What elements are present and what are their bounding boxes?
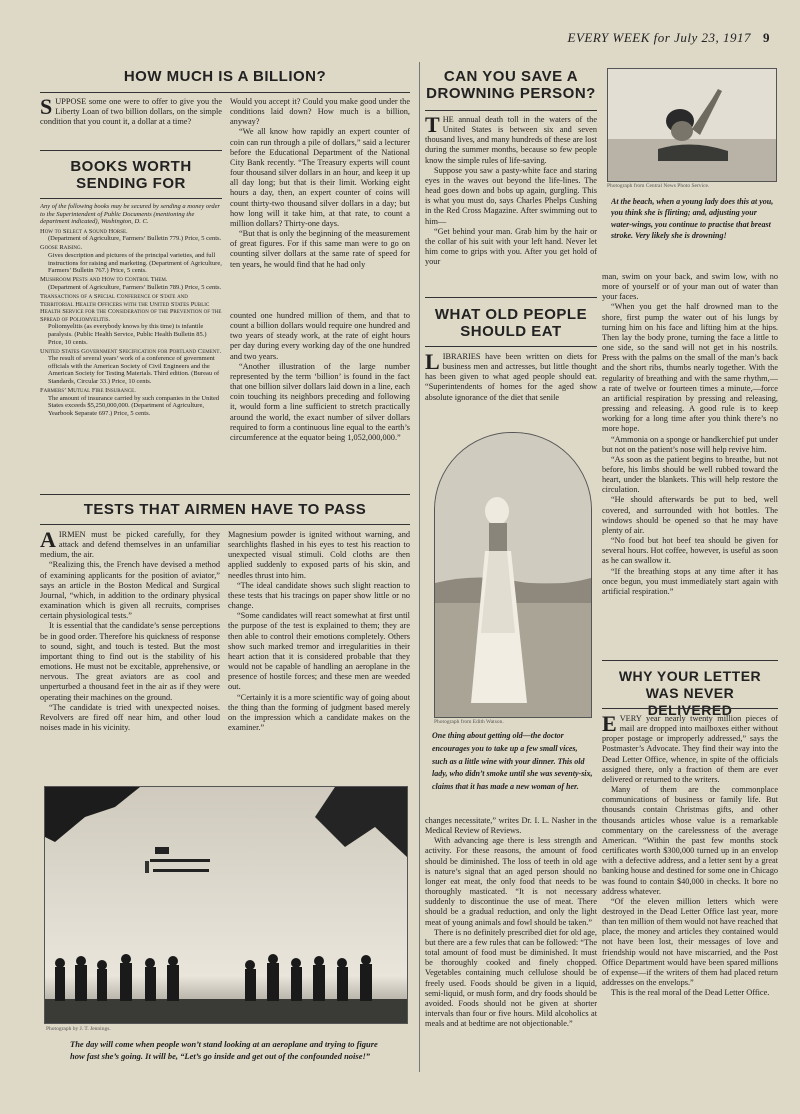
drop-cap: A [40,530,56,552]
book-description: (Department of Agriculture, Farmers’ Bulletin 779.) Price, 5 cents. [48,235,222,243]
book-title: Farmers’ Mutual Fire Insurance. [40,387,136,395]
paragraph: “But that is only the beginning of the measurement of great figures. For if this same man were to go on counting silver dollars at the same rate of speed for ten years, he would find that he had only [230,229,410,269]
paragraph: “As soon as the patient begins to breathe, but not before, his limbs should be well rubbed toward the heart, under the blankets. This will help restore the circulation. [602,454,778,495]
airmen-column-2 [228,530,410,775]
paragraph: IRMEN must be picked carefully, for they attack and defend themselves in an unfamiliar medium, the air. [40,530,220,560]
list-item [40,387,222,417]
photo-credit: Photograph by J. T. Jennings. [46,1026,111,1032]
list-item [40,348,222,386]
list-item [40,293,222,346]
paragraph: “We all know how rapidly an expert counter of coin can run through a pile of dollars,” said a lecturer before the Educational Department of the National City Bank recently. “The Treasury experts will count four thousand silver dollars in an hour, and keep it up all day long; but that is their limit. Working eight hours a day, then, an expert counter of coins will count thirty-two thousand silver dollars in a day; but how long will it take him, at that rate, to count a million dollars? Thirty-one days. [230,127,410,228]
aeroplane-illustration [45,787,407,1023]
books-list [40,203,222,483]
letter-column [602,714,778,1072]
paragraph: With advancing age there is less strength and activity. For these reasons, the amount of food should be diminished. The loss of teeth in old age is nature’s signal that an aged person should no longer eat meat, the only food that needs to be thoroughly masticated. “It is not necessary suddenly to discontinue the use of meat. There should be a gradual reduction, and only the light meat of young animals and fowl should be taken.” [425,836,597,927]
paragraph: This is the real moral of the Dead Letter Office. [611,988,770,998]
aeroplane-photo [44,786,408,1024]
paragraph: changes necessitate,” writes Dr. I. L. Nasher in the Medical Review of Reviews. [425,816,597,836]
oldpeople-column [425,352,597,424]
paragraph: “If the breathing stops at any time after it has once begun, you must immediately start again with artificial respiration.” [602,566,778,596]
book-title: United States Government Specification for Portland Cement. [40,347,222,355]
drowning-headline: CAN YOU SAVE A DROWNING PERSON? [426,68,596,102]
list-item [40,276,222,291]
book-title: Goose Raising. [40,244,83,252]
paragraph: HE annual death toll in the waters of the United States is between six and seven thousand lives, and many hundreds of these are lost during the summer months, because so few people know the simple rules of life-saving. [425,115,597,165]
paragraph: “The ideal candidate shows such slight reaction to these tests that his tracings on paper show little or no change. [228,580,410,611]
drowning-caption: At the beach, when a young lady does this at you, you think she is flirting; and, adjusting your water-wings, you continue to practise that breast stroke. Very likely she is drowning! [611,197,774,241]
photo-credit: Photograph from Edith Watson. [434,719,504,725]
paragraph: There is no definitely prescribed diet for old age, but there are a few rules that can be followed: “The total amount of food must be diminished. It must be thoroughly cooked and finely chopped. Vegetables containing much cellulose should be freely used. Foods should be given in a liquid, semi-liquid, or mush form, and dry foods should be avoided. Foods should not be given at shorter intervals than four or five hours. Mild alcoholics at meals and at bedtime are not objectionable.” [425,927,597,1029]
oldlady-photo [434,432,592,718]
paragraph: It is essential that the candidate’s sense perceptions be in good order. Therefore his quickness of response to sound, sight, and touch is tested. But the most important thing to find out is the stability of his emotions. He must not be excitable, apprehensive, or nervous. The great aviators are as cool and unperturbed a thousand feet in the air as if they were operating their machines on the ground. [40,621,220,702]
oldlady-caption: One thing about getting old—the doctor encourages you to take up a few small vices, such as a little wine with your dinner. This old lady, who didn’t smoke until she was seventy-six, claims that it has made a new woman of her. [432,731,593,792]
list-item [40,244,222,274]
divider [40,494,410,495]
divider [425,297,597,298]
drop-cap: S [40,97,53,119]
drowning-column-2 [602,272,778,652]
billion-headline: HOW MUCH IS A BILLION? [123,68,327,85]
paragraph: “Ammonia on a sponge or handkerchief put under but not on the patient’s nose will help revive him. [602,434,778,454]
photo-credit: Photograph from Central News Photo Service. [607,183,710,189]
divider [40,92,410,93]
divider [40,198,222,199]
letter-headline: WHY YOUR LETTER WAS NEVER DELIVERED [618,668,762,718]
paragraph: “Of the eleven million letters which were destroyed in the Dead Letter Office last year, more than ten million of them would not have reached that place, the money and articles they contained would not have been lost, their messages of love and friendship would not have miscarried, and the Post Office Department would have been spared millions of expense—if the writers of them had placed return addresses on the envelops.” [602,896,778,988]
divider [40,150,222,151]
paragraph: “The candidate is tried with unexpected noises. Revolvers are fired off near him, and other loud noises made in his vicinity. [40,702,220,732]
oldlady-illustration [435,433,591,717]
paragraph: “No food but hot beef tea should be given for several hours. Hot coffee, however, is useful as soon as he can swallow it. [602,536,778,566]
divider [425,346,597,347]
book-description: (Department of Agriculture, Farmers’ Bulletin 789.) Price, 5 cents. [48,283,222,291]
paragraph: Magnesium powder is ignited without warning, and searchlights flashed in his eyes to test his reaction to unexpected visual stimuli. Cold cloths are then applied suddenly to exposed parts of his skin, and needles thrust into him. [228,530,410,580]
book-title: Mushroom Pests and How to Control Them. [40,276,168,284]
column-divider [419,62,420,1072]
oldpeople-column-2 [425,816,597,1072]
paragraph: “When you get the half drowned man to the shore, first pump the water out of his lungs by turning him on his face and lifting him at the hips. Then lay the body prone, turning the face a little to one side, so the sand will not get in his nostrils. Press with the palms on the small of the man’s back and the short ribs, thumbs nearly together. With the regularity of breathing and with the same rhythm,—a rate of twelve or fourteen times a minute,—force an artificial respiration by pressing and releasing, pressing and releasing. A good rule is to keep working for a long time after you think there’s no more hope. [602,302,778,434]
drop-cap: L [425,352,440,374]
billion-column-1 [40,97,222,139]
drowning-column [425,115,597,287]
magazine-title: EVERY WEEK for July 23, 1917 [567,30,751,45]
paragraph: man, swim on your back, and swim low, with no more of yourself or of your man out of water than your faces. [602,272,778,302]
drop-cap: E [602,714,617,736]
oldpeople-headline: WHAT OLD PEOPLE SHOULD EAT [434,306,588,340]
book-description: Poliomyelitis (as everybody knows by this time) is infantile paralysis. (Public Health Service, Public Health Bulletin 85.) Price, 10 cents. [48,323,207,346]
billion-intro-text: UPPOSE some one were to offer to give you the Liberty Loan of two billion dollars, on the simple condition that you count it, a dollar at a time? [40,97,222,127]
paragraph: “Some candidates will react somewhat at first until the purpose of the test is explained to them; they are then able to control their emotions completely. Others show such marked tremor and irregularities in their heart action that it is considered probable that they would not be capable of handling an aeroplane in the presence of hostile forces; and these men are weeded out. [228,611,410,692]
drop-cap: T [425,115,440,137]
aeroplane-caption: The day will come when people won’t stand looking at an aeroplane and trying to figure how fast she’s going. It will be, “Let’s go inside and get out of the confounded noise!” [70,1039,378,1061]
books-headline: BOOKS WORTH SENDING FOR [70,158,192,192]
page-number: 9 [763,30,770,45]
page-header [568,30,770,46]
airmen-column-1 [40,530,220,775]
books-intro: Any of the following books may be secured by sending a money order to the Superintendent of Public Documents (mentioning the department indicated), Washington, D. C. [40,203,221,226]
book-description: Gives description and pictures of the principal varieties, and full instructions for raising and marketing. (Department of Agriculture, Farmers’ Bulletin 767.) Price, 5 cents. [48,252,222,275]
paragraph: “Get behind your man. Grab him by the hair or the collar of his suit with your left hand. Never let him come to grips with you. After you get hold of your [425,226,597,267]
list-item [40,228,222,243]
billion-column-3 [230,311,410,487]
divider [40,524,410,525]
swimmer-illustration [608,69,776,181]
paragraph: “He should afterwards be put to bed, well covered, and surrounded with hot bottles. The windows should be opened so that he may have plenty of air. [602,495,778,535]
divider [602,660,778,661]
drowning-photo [607,68,777,182]
book-description: The result of several years’ work of a conference of government officials with the American Society of Civil Engineers and the American Society for Testing Materials. Third edition. (Bureau of Standards, Circular 33.) Price, 10 cents. [48,355,220,386]
book-title: Transactions of a Special Conference of State and Territorial Health Officers with the United States Public Health Service for the Consideration of the Prevention of the Spread of Poliomyelitis. [40,293,222,323]
paragraph: Would you accept it? Could you make good under the conditions laid down? How much is a billion, anyway? [230,97,410,127]
divider [425,110,597,111]
airmen-headline: TESTS THAT AIRMEN HAVE TO PASS [83,501,367,518]
book-description: The amount of insurance carried by such companies in the United States exceeds $5,250,000,000. (Department of Agriculture, Yearbook Separate 697.) Price, 5 cents. [48,394,220,417]
paragraph: “Realizing this, the French have devised a method of examining applicants for the position of aviator,” says an article in the Boston Medical and Surgical Journal, “which, in addition to the ordinary physical examination which is given all recruits, comprises certain physiological tests.” [40,560,220,621]
paragraph: IBRARIES have been written on diets for business men and actresses, but little thought has been given to what aged people should eat. “Superintendents of homes for the aged show absolute ignorance of the diet that senile [425,352,597,402]
paragraph: counted one hundred million of them, and that to count a billion dollars would require one hundred and two years of steady work, at the rate of eight hours per day during every working day of the one hundred and two years. [230,311,410,361]
paragraph: Suppose you saw a pasty-white face and staring eyes in the waves out beyond the life-lines. The head goes down and bobs up again, gurgling. This is what you must do, says Charles Phelps Cushing in the Red Cross Magazine. After swimming out to him— [425,165,597,226]
paragraph: Many of them are the commonplace communications of business or family life. But thousands contain Christmas gifts, and other thousands articles whose value is a remarkable commentary on the carelessness of the average American. “Within the past few months stock certificates worth $300,000 turned up in an envelop with a defective address, and a letter sent by a great banking house and destined for some one in Chicago was found to contain $40,000 in checks. It bore no address whatever. [602,785,778,896]
divider [602,708,778,709]
paragraph: “Another illustration of the large number represented by the term ‘billion’ is found in the fact that one billion silver dollars laid down in a line, each coin touching its neighbors preceding and following it, would form a line sufficient to stretch practically around the world, the exact number of silver dollars required to form a continuous line equal to the earth’s circumference at the equator being 1,052,000,000.” [230,361,410,442]
paragraph: VERY year nearly twenty million pieces of mail are dropped into mailboxes either without proper postage or improperly addressed,” says the Postmaster’s Advocate. They find their way into the Dead Letter Office, whence, in spite of the officials assigned there, only a fraction of them are ever delivered or returned to the writers. [602,714,778,784]
book-title: How to Select a Sound Horse. [40,227,128,235]
billion-column-2 [230,97,410,302]
paragraph: “Certainly it is a more scientific way of going about the thing than the forming of judgment based merely on the impression which a candidate makes on the examiner.” [228,692,410,732]
